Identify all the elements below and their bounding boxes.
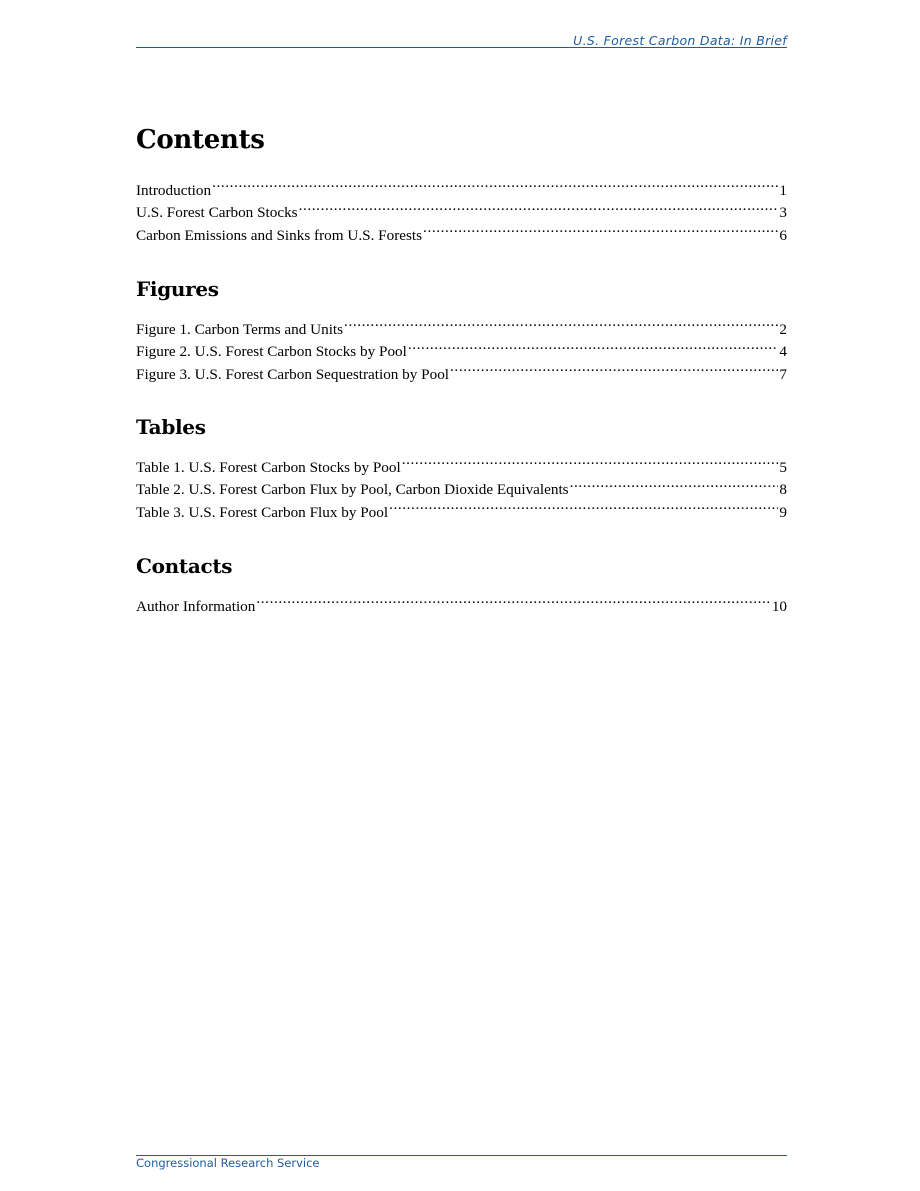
contacts-section xyxy=(136,553,787,615)
dot-leader xyxy=(299,195,779,218)
dot-leader xyxy=(212,172,778,195)
contents-heading: Contents xyxy=(136,125,265,155)
dot-leader xyxy=(402,449,779,472)
dot-leader xyxy=(450,356,778,379)
toc-entry-page: 7 xyxy=(779,365,787,383)
toc-entry-label: Carbon Emissions and Sinks from U.S. Forests xyxy=(136,226,423,244)
tables-section xyxy=(136,414,787,521)
figures-heading: Figures xyxy=(136,277,219,301)
tables-list xyxy=(136,449,787,521)
dot-leader xyxy=(570,472,779,495)
toc-entry[interactable] xyxy=(136,172,787,199)
toc-entry-label: U.S. Forest Carbon Stocks xyxy=(136,204,298,221)
contacts-heading: Contacts xyxy=(136,554,233,578)
toc-entry-page: 2 xyxy=(779,320,787,338)
toc-entry-page: 5 xyxy=(779,458,787,476)
contents-list xyxy=(136,172,787,244)
dot-leader xyxy=(423,217,778,240)
figures-section xyxy=(136,276,787,383)
toc-entry[interactable] xyxy=(136,311,787,338)
running-footer: Congressional Research Service xyxy=(136,1156,320,1170)
toc-entry-label: Table 2. U.S. Forest Carbon Flux by Pool, Carbon Dioxide Equivalents xyxy=(136,481,569,498)
toc-entry-label: Figure 3. U.S. Forest Carbon Sequestration by Pool xyxy=(136,365,450,383)
toc-entry-page: 6 xyxy=(779,226,787,244)
running-header: U.S. Forest Carbon Data: In Brief xyxy=(573,33,787,48)
toc-entry-label: Table 3. U.S. Forest Carbon Flux by Pool xyxy=(136,503,389,521)
toc-entry-page: 4 xyxy=(779,343,787,360)
toc-entry[interactable] xyxy=(136,195,787,221)
toc-entry-page: 1 xyxy=(779,181,787,199)
toc-entry-page: 10 xyxy=(771,597,787,615)
dot-leader xyxy=(389,494,778,517)
toc-entry-label: Figure 1. Carbon Terms and Units xyxy=(136,320,344,338)
toc-entry-label: Author Information xyxy=(136,597,256,615)
toc-entry-page: 3 xyxy=(779,204,787,221)
contacts-list xyxy=(136,588,787,615)
header-rule xyxy=(136,47,787,48)
dot-leader xyxy=(344,311,778,334)
contents-section xyxy=(136,124,787,244)
toc-entry-label: Introduction xyxy=(136,181,212,199)
toc-entry-page: 8 xyxy=(779,481,787,498)
dot-leader xyxy=(408,334,779,357)
toc-entry[interactable] xyxy=(136,449,787,476)
toc-entry-label: Figure 2. U.S. Forest Carbon Stocks by Pool xyxy=(136,343,407,360)
figures-list xyxy=(136,311,787,383)
toc-entry-label: Table 1. U.S. Forest Carbon Stocks by Pool xyxy=(136,458,401,476)
toc-entry[interactable] xyxy=(136,588,787,615)
tables-heading: Tables xyxy=(136,415,206,439)
toc-entry-page: 9 xyxy=(779,503,787,521)
dot-leader xyxy=(256,588,770,611)
